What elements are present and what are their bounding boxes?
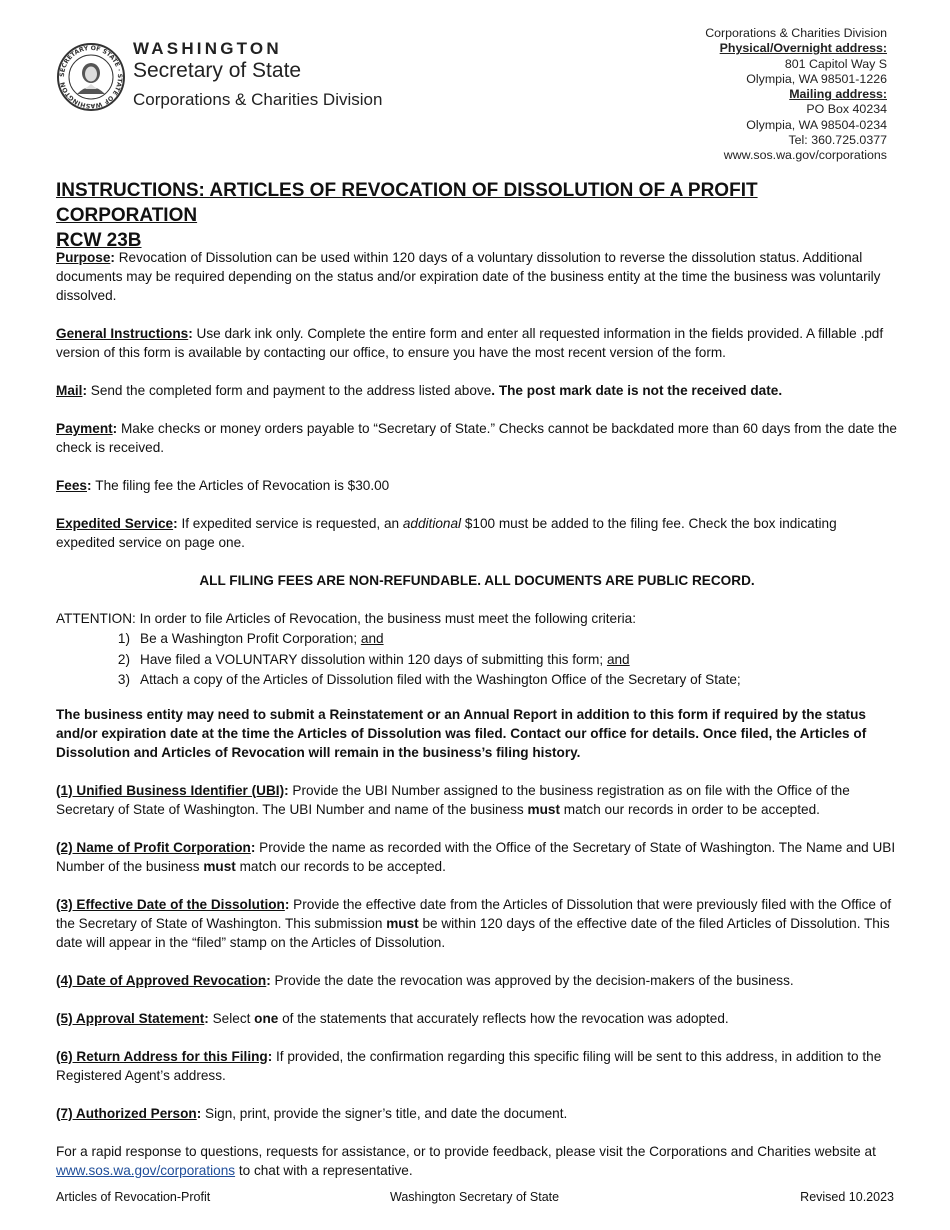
- list-item: 2) Have filed a VOLUNTARY dissolution within 120 days of submitting this form; and: [117, 651, 630, 667]
- contact-paragraph: For a rapid response to questions, requests for assistance, or to provide feedback, please visit the Corporations and Charities website at www.sos.wa.gov/corporations to chat with a representative.: [56, 1143, 876, 1178]
- business-note: The business entity may need to submit a Reinstatement or an Annual Report in addition to this form if required by the status and/or expiration date at the time the Articles of Dissolution was filed. Contact our office for details. Once filed, the Articles of Dissolution and Articles of Revocation will remain in the business’s filing history.: [56, 706, 867, 760]
- logo-secretary-of-state: Secretary of State: [133, 59, 302, 82]
- criteria-list: [56, 629, 898, 691]
- return-address-paragraph: (6) Return Address for this Filing: If provided, the confirmation regarding this specific filing will be sent to this address, in addition to the Registered Agent’s address.: [56, 1048, 882, 1083]
- approved-revocation-paragraph: (4) Date of Approved Revocation: Provide the date the revocation was approved by the decision-makers of the business.: [56, 972, 794, 988]
- mailing-box: PO Box 40234: [806, 102, 887, 117]
- seal-text: SECRETARY OF STATE · STATE OF WASHINGTON: [58, 44, 124, 110]
- payment-paragraph: Payment: Make checks or money orders payable to “Secretary of State.” Checks cannot be backdated more than 60 days from the date the check is received.: [56, 421, 897, 455]
- mailing-address-label: Mailing address:: [789, 87, 887, 102]
- effective-date-paragraph: (3) Effective Date of the Dissolution: Provide the effective date from the Articles of Dissolution that were previously filed with the Office of the Secretary of State of Washington. This submission must be within 120 days of the effective date of the filed Articles of Dissolution. This date will appear in the “filed” stamp on the Articles of Dissolution.: [56, 896, 892, 950]
- physical-street: 801 Capitol Way S: [784, 56, 887, 71]
- division-name: Corporations & Charities Division: [705, 26, 887, 40]
- website: www.sos.wa.gov/corporations: [723, 148, 887, 163]
- footer-revision: Revised 10.2023: [800, 1190, 894, 1204]
- logo-washington: WASHINGTON: [133, 39, 282, 58]
- general-instructions-paragraph: General Instructions: Use dark ink only. Complete the entire form and enter all requested information in the fields provided. A fillable .pdf version of this form is available by contacting our office, to ensure you have the most recent version of the form.: [56, 326, 884, 360]
- mailing-city: Olympia, WA 98504-0234: [746, 117, 887, 132]
- logo-division: Corporations & Charities Division: [133, 90, 383, 109]
- authorized-person-paragraph: (7) Authorized Person: Sign, print, provide the signer’s title, and date the document.: [56, 1105, 568, 1121]
- mail-paragraph: Mail: Send the completed form and payment to the address listed above. The post mark date is not the received date.: [56, 383, 783, 398]
- footer-agency: Washington Secretary of State: [390, 1190, 560, 1204]
- purpose-paragraph: Purpose: Revocation of Dissolution can be used within 120 days of a voluntary dissolution to reverse the dissolution status. Additional documents may be required depending on the status and/or expiration date of the business entity at the time the business was voluntarily dissolved.: [56, 250, 881, 303]
- physical-address-label: Physical/Overnight address:: [719, 41, 887, 56]
- page-title: INSTRUCTIONS: ARTICLES OF REVOCATION OF DISSOLUTION OF A PROFIT CORPORATION RCW 23B: [56, 180, 758, 251]
- list-item: 1) Be a Washington Profit Corporation; and: [117, 631, 384, 646]
- physical-city: Olympia, WA 98501-1226: [746, 71, 887, 86]
- instructions-body: [56, 248, 898, 1199]
- fees-paragraph: Fees: The filing fee the Articles of Revocation is $30.00: [56, 478, 390, 493]
- corporations-website-link[interactable]: www.sos.wa.gov/corporations: [56, 1162, 236, 1178]
- state-seal-icon: [56, 42, 126, 112]
- fees-notice: ALL FILING FEES ARE NON-REFUNDABLE. ALL DOCUMENTS ARE PUBLIC RECORD.: [199, 573, 755, 588]
- attention-lead: ATTENTION: In order to file Articles of Revocation, the business must meet the following criteria:: [56, 611, 636, 626]
- name-paragraph: (2) Name of Profit Corporation: Provide the name as recorded with the Office of the Secretary of State of Washington. The Name and UBI Number of the business must match our records to be accepted.: [56, 839, 896, 874]
- approval-statement-paragraph: (5) Approval Statement: Select one of the statements that accurately reflects how the revocation was adopted.: [56, 1010, 729, 1026]
- address-block: [705, 26, 887, 164]
- footer-form-name: Articles of Revocation-Profit: [56, 1190, 211, 1204]
- expedited-paragraph: Expedited Service: If expedited service is requested, an additional $100 must be added to the filing fee. Check the box indicating expedited service on page one.: [56, 516, 837, 550]
- list-item: 3) Attach a copy of the Articles of Dissolution filed with the Washington Office of the Secretary of State;: [117, 672, 741, 687]
- ubi-paragraph: (1) Unified Business Identifier (UBI): Provide the UBI Number assigned to the business registration as on file with the Office of the Secretary of State of Washington. The UBI Number and name of the business must match our records in order to be accepted.: [56, 782, 850, 817]
- telephone: Tel: 360.725.0377: [788, 133, 887, 148]
